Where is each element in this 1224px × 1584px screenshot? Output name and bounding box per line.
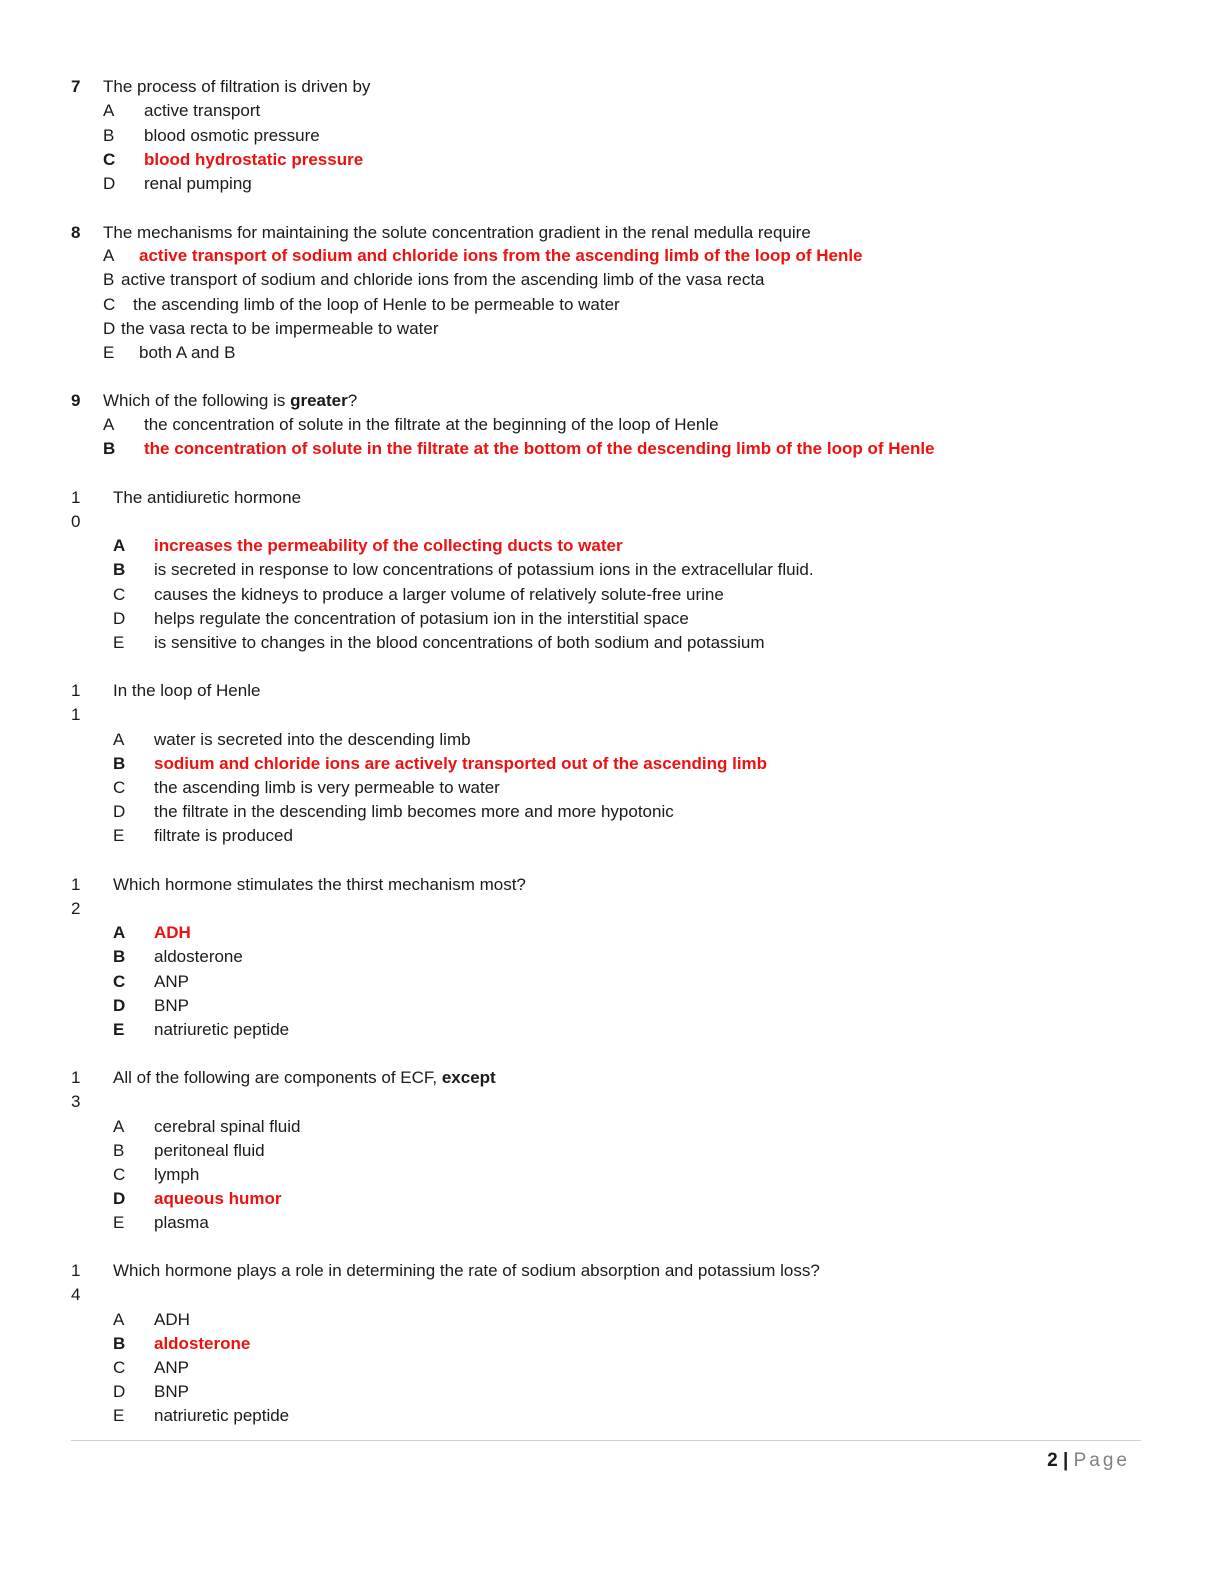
option-text: the vasa recta to be impermeable to water xyxy=(121,319,439,338)
question-stem: Which hormone stimulates the thirst mechanism most? xyxy=(113,875,526,894)
option-letter: A xyxy=(113,923,126,942)
option-letter: E xyxy=(113,826,125,845)
question-stem: Which hormone plays a role in determining the rate of sodium absorption and potassium loss? xyxy=(113,1261,820,1280)
option-text: natriuretic peptide xyxy=(154,1406,290,1425)
option-text: renal pumping xyxy=(144,174,252,193)
option-text: ADH xyxy=(154,1310,190,1329)
option-text: natriuretic peptide xyxy=(154,1020,290,1039)
question-number: 9 xyxy=(71,391,81,410)
correct-answer-text: active transport of sodium and chloride ions from the ascending limb of the loop of Henle xyxy=(139,246,863,265)
option-letter: A xyxy=(103,415,115,434)
page-footer xyxy=(1047,1449,1130,1473)
option-letter: A xyxy=(113,730,125,749)
option-letter: D xyxy=(113,1382,126,1401)
option-text: BNP xyxy=(154,996,189,1015)
option-letter: E xyxy=(113,1213,125,1232)
option-letter: C xyxy=(103,295,116,314)
correct-answer-text: sodium and chloride ions are actively transported out of the ascending limb xyxy=(154,754,768,773)
page-number: 2 xyxy=(1047,1450,1058,1471)
page-label: Page xyxy=(1073,1450,1130,1471)
stem-emphasis: except xyxy=(441,1068,496,1087)
correct-answer-text: the concentration of solute in the filtrate at the bottom of the descending limb of the loop of Henle xyxy=(144,439,935,458)
question-number-line2: 1 xyxy=(71,705,81,724)
question-number-line1: 1 xyxy=(71,681,81,700)
option-text: active transport of sodium and chloride ions from the ascending limb of the vasa recta xyxy=(121,270,765,289)
option-letter: E xyxy=(113,633,125,652)
option-letter: B xyxy=(103,126,115,145)
option-letter: B xyxy=(103,439,116,458)
option-letter: C xyxy=(113,972,126,991)
option-letter: A xyxy=(103,101,115,120)
option-text: ANP xyxy=(154,1358,189,1377)
question-number: 8 xyxy=(71,223,81,242)
question-number-line1: 1 xyxy=(71,1068,81,1087)
option-text: BNP xyxy=(154,1382,189,1401)
option-text: is secreted in response to low concentrations of potassium ions in the extracellular fluid. xyxy=(154,560,814,579)
correct-answer-text: aldosterone xyxy=(154,1334,251,1353)
option-letter: D xyxy=(113,802,126,821)
option-text: lymph xyxy=(154,1165,200,1184)
question-number-line2: 0 xyxy=(71,512,81,531)
question-stem xyxy=(113,1066,496,1090)
question-stem: In the loop of Henle xyxy=(113,681,261,700)
stem-text: All of the following are components of ECF, xyxy=(113,1068,442,1087)
question-number-line1: 1 xyxy=(71,488,81,507)
option-letter: B xyxy=(103,270,115,289)
option-letter: E xyxy=(103,343,115,362)
option-letter: A xyxy=(113,536,126,555)
question-number-line2: 3 xyxy=(71,1092,81,1111)
question-number-line2: 2 xyxy=(71,899,81,918)
option-letter: B xyxy=(113,560,126,579)
option-text: plasma xyxy=(154,1213,209,1232)
stem-text-end: ? xyxy=(347,391,358,410)
question-stem: The antidiuretic hormone xyxy=(113,488,302,507)
footer-separator: | xyxy=(1063,1450,1069,1471)
option-text: is sensitive to changes in the blood concentrations of both sodium and potassium xyxy=(154,633,765,652)
option-text: the ascending limb of the loop of Henle to be permeable to water xyxy=(133,295,620,314)
option-letter: A xyxy=(113,1310,125,1329)
question-number: 7 xyxy=(71,77,81,96)
stem-text: Which of the following is xyxy=(103,391,291,410)
option-text: aldosterone xyxy=(154,947,243,966)
option-text: causes the kidneys to produce a larger volume of relatively solute-free urine xyxy=(154,585,724,604)
option-text: helps regulate the concentration of potasium ion in the interstitial space xyxy=(154,609,689,628)
question-stem: The process of filtration is driven by xyxy=(103,77,371,96)
footer-divider xyxy=(71,1440,1141,1441)
option-letter: D xyxy=(113,1189,126,1208)
question-stem: The mechanisms for maintaining the solute concentration gradient in the renal medulla require xyxy=(103,223,811,242)
option-letter: D xyxy=(103,319,116,338)
option-text: blood osmotic pressure xyxy=(144,126,320,145)
correct-answer-text: blood hydrostatic pressure xyxy=(144,150,364,169)
question-number-line2: 4 xyxy=(71,1285,81,1304)
correct-answer-text: ADH xyxy=(154,923,191,942)
option-text: filtrate is produced xyxy=(154,826,293,845)
option-letter: B xyxy=(113,754,126,773)
question-number-line1: 1 xyxy=(71,875,81,894)
option-text: ANP xyxy=(154,972,189,991)
question-stem xyxy=(103,389,357,413)
option-letter: C xyxy=(113,1165,126,1184)
option-letter: C xyxy=(113,1358,126,1377)
option-letter: A xyxy=(113,1117,125,1136)
option-letter: B xyxy=(113,1334,126,1353)
option-letter: D xyxy=(113,996,126,1015)
question-number-line1: 1 xyxy=(71,1261,81,1280)
option-text: both A and B xyxy=(139,343,236,362)
option-text: cerebral spinal fluid xyxy=(154,1117,301,1136)
option-letter: B xyxy=(113,947,126,966)
option-letter: D xyxy=(113,609,126,628)
option-text: peritoneal fluid xyxy=(154,1141,265,1160)
option-text: the filtrate in the descending limb becomes more and more hypotonic xyxy=(154,802,674,821)
option-letter: C xyxy=(113,778,126,797)
option-letter: C xyxy=(113,585,126,604)
option-text: the ascending limb is very permeable to water xyxy=(154,778,500,797)
option-text: active transport xyxy=(144,101,261,120)
option-text: the concentration of solute in the filtrate at the beginning of the loop of Henle xyxy=(144,415,719,434)
option-text: water is secreted into the descending limb xyxy=(154,730,471,749)
option-letter: B xyxy=(113,1141,125,1160)
stem-emphasis: greater xyxy=(290,391,348,410)
option-letter: D xyxy=(103,174,116,193)
option-letter: A xyxy=(103,246,115,265)
correct-answer-text: aqueous humor xyxy=(154,1189,282,1208)
option-letter: E xyxy=(113,1406,125,1425)
correct-answer-text: increases the permeability of the collecting ducts to water xyxy=(154,536,623,555)
option-letter: C xyxy=(103,150,116,169)
option-letter: E xyxy=(113,1020,125,1039)
